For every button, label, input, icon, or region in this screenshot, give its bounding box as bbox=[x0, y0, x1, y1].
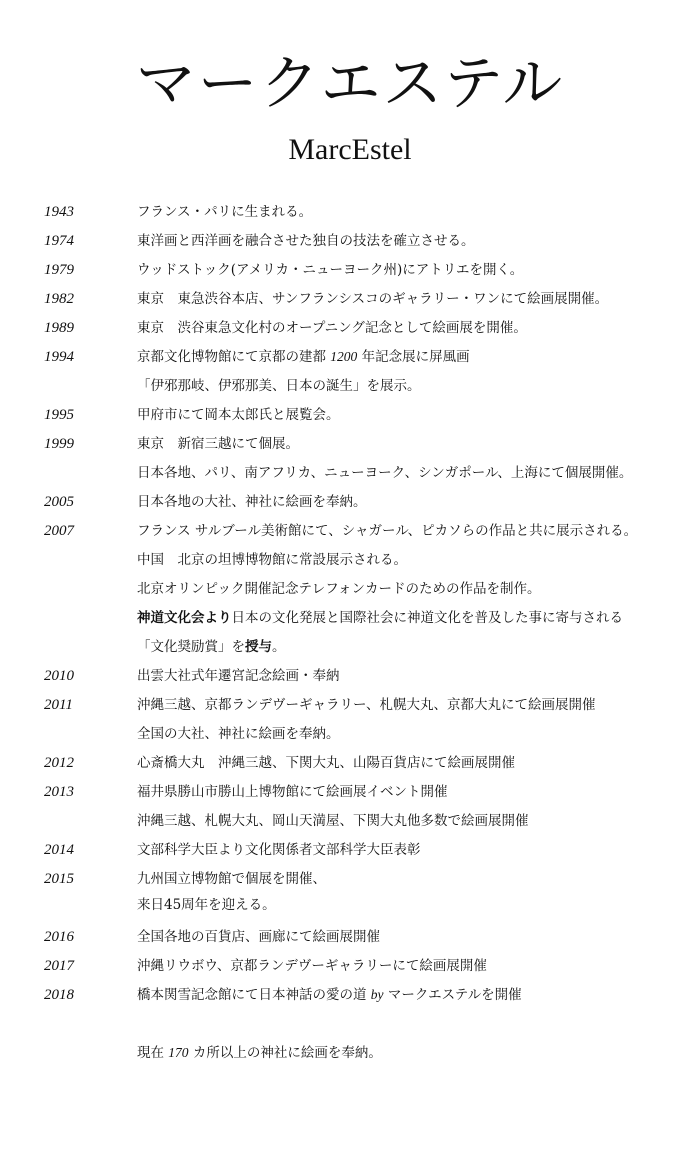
timeline-year: 2005 bbox=[44, 494, 74, 510]
timeline-entry-2013 bbox=[0, 781, 700, 805]
timeline-continuation bbox=[0, 549, 700, 573]
timeline-text: 東洋画と西洋画を融合させた独自の技法を確立させる。 bbox=[137, 233, 475, 249]
timeline-continuation bbox=[0, 894, 700, 918]
timeline-text: 日本各地の大社、神社に絵画を奉納。 bbox=[137, 494, 367, 510]
timeline-text: 沖縄三越、札幌大丸、岡山天満屋、下関大丸他多数で絵画展開催 bbox=[137, 813, 529, 829]
timeline-year: 2018 bbox=[44, 987, 74, 1003]
timeline-text: 「伊邪那岐、伊邪那美、日本の誕生」を展示。 bbox=[137, 378, 421, 394]
timeline-year: 2010 bbox=[44, 668, 74, 684]
timeline-entry-1982 bbox=[0, 288, 700, 312]
page-title: マークエステル bbox=[135, 49, 565, 119]
timeline-year: 1982 bbox=[44, 291, 74, 307]
timeline-year: 2011 bbox=[44, 697, 73, 713]
timeline-continuation bbox=[0, 607, 700, 631]
timeline-text: 甲府市にて岡本太郎氏と展覧会。 bbox=[137, 407, 340, 423]
timeline-text: 九州国立博物館で個展を開催、 bbox=[137, 871, 326, 887]
timeline-text: 来日45周年を迎える。 bbox=[137, 897, 276, 913]
timeline-entry-1999 bbox=[0, 433, 700, 457]
timeline-continuation bbox=[0, 578, 700, 602]
timeline-entry-2005 bbox=[0, 491, 700, 515]
timeline-text: 福井県勝山市勝山上博物館にて絵画展イベント開催 bbox=[137, 784, 448, 800]
timeline-year: 2014 bbox=[44, 842, 74, 858]
timeline-text: 沖縄三越、京都ランデヴーギャラリー、札幌大丸、京都大丸にて絵画展開催 bbox=[137, 697, 596, 713]
timeline-continuation bbox=[0, 462, 700, 486]
timeline-entry-2011 bbox=[0, 694, 700, 718]
timeline-year: 1995 bbox=[44, 407, 74, 423]
timeline-entry-2014 bbox=[0, 839, 700, 863]
timeline-year: 1943 bbox=[44, 204, 74, 220]
timeline-year: 1979 bbox=[44, 262, 74, 278]
timeline-text: 全国の大社、神社に絵画を奉納。 bbox=[137, 726, 340, 742]
timeline-text: 出雲大社式年遷宮記念絵画・奉納 bbox=[137, 668, 340, 684]
timeline-year: 2007 bbox=[44, 523, 74, 539]
timeline-text: 橋本関雪記念館にて日本神話の愛の道 by マークエステルを開催 bbox=[137, 987, 522, 1003]
timeline-entry-2017 bbox=[0, 955, 700, 979]
timeline-text: ウッドストック(アメリカ・ニューヨーク州)にアトリエを開く。 bbox=[137, 262, 524, 278]
page-subtitle: MarcEstel bbox=[288, 133, 412, 166]
timeline-year: 1989 bbox=[44, 320, 74, 336]
timeline-entry-2007 bbox=[0, 520, 700, 544]
timeline-entry-1989 bbox=[0, 317, 700, 341]
timeline-entry-1995 bbox=[0, 404, 700, 428]
timeline-year: 2015 bbox=[44, 871, 74, 887]
timeline-year: 2016 bbox=[44, 929, 74, 945]
timeline-entry-1994 bbox=[0, 346, 700, 370]
timeline-year: 2012 bbox=[44, 755, 74, 771]
timeline-text: 神道文化会より日本の文化発展と国際社会に神道文化を普及した事に寄与される bbox=[137, 610, 623, 626]
timeline-text: 京都文化博物館にて京都の建都 1200 年記念展に屏風画 bbox=[137, 349, 470, 365]
timeline-entry-1974 bbox=[0, 230, 700, 254]
timeline-entry-1943 bbox=[0, 201, 700, 225]
timeline-text: 東京 新宿三越にて個展。 bbox=[137, 436, 299, 452]
footer-note bbox=[0, 1042, 700, 1066]
timeline-text: 東京 東急渋谷本店、サンフランシスコのギャラリー・ワンにて絵画展開催。 bbox=[137, 291, 609, 307]
timeline-entry-2010 bbox=[0, 665, 700, 689]
timeline-text: 日本各地、パリ、南アフリカ、ニューヨーク、シンガポール、上海にて個展開催。 bbox=[137, 465, 633, 481]
timeline-text: 沖縄リウボウ、京都ランデヴーギャラリーにて絵画展開催 bbox=[137, 958, 487, 974]
timeline-entry-2012 bbox=[0, 752, 700, 776]
timeline-entry-2015 bbox=[0, 868, 700, 892]
timeline-year: 1999 bbox=[44, 436, 74, 452]
timeline-continuation bbox=[0, 636, 700, 660]
timeline-year: 2017 bbox=[44, 958, 74, 974]
timeline-year: 1994 bbox=[44, 349, 74, 365]
timeline-continuation bbox=[0, 723, 700, 747]
timeline-year: 2013 bbox=[44, 784, 74, 800]
timeline-text: 「文化奨励賞」を授与。 bbox=[137, 639, 286, 655]
timeline-continuation bbox=[0, 810, 700, 834]
timeline-text: 心斎橋大丸 沖縄三越、下関大丸、山陽百貨店にて絵画展開催 bbox=[137, 755, 515, 771]
timeline-entry-2016 bbox=[0, 926, 700, 950]
timeline-text: 全国各地の百貨店、画廊にて絵画展開催 bbox=[137, 929, 380, 945]
timeline-text: 北京オリンピック開催記念テレフォンカードのための作品を制作。 bbox=[137, 581, 541, 597]
timeline-entry-1979 bbox=[0, 259, 700, 283]
timeline-continuation bbox=[0, 375, 700, 399]
timeline-text: 文部科学大臣より文化関係者文部科学大臣表彰 bbox=[137, 842, 421, 858]
timeline-text: 東京 渋谷東急文化村のオープニング記念として絵画展を開催。 bbox=[137, 320, 527, 336]
timeline-text: フランス・パリに生まれる。 bbox=[137, 204, 313, 220]
footer-note-text: 現在 170 カ所以上の神社に絵画を奉納。 bbox=[137, 1045, 382, 1061]
timeline-text: 中国 北京の坦博博物館に常設展示される。 bbox=[137, 552, 407, 568]
timeline-text: フランス サルブール美術館にて、シャガール、ピカソらの作品と共に展示される。 bbox=[137, 523, 638, 539]
timeline-entry-2018 bbox=[0, 984, 700, 1008]
timeline-year: 1974 bbox=[44, 233, 74, 249]
